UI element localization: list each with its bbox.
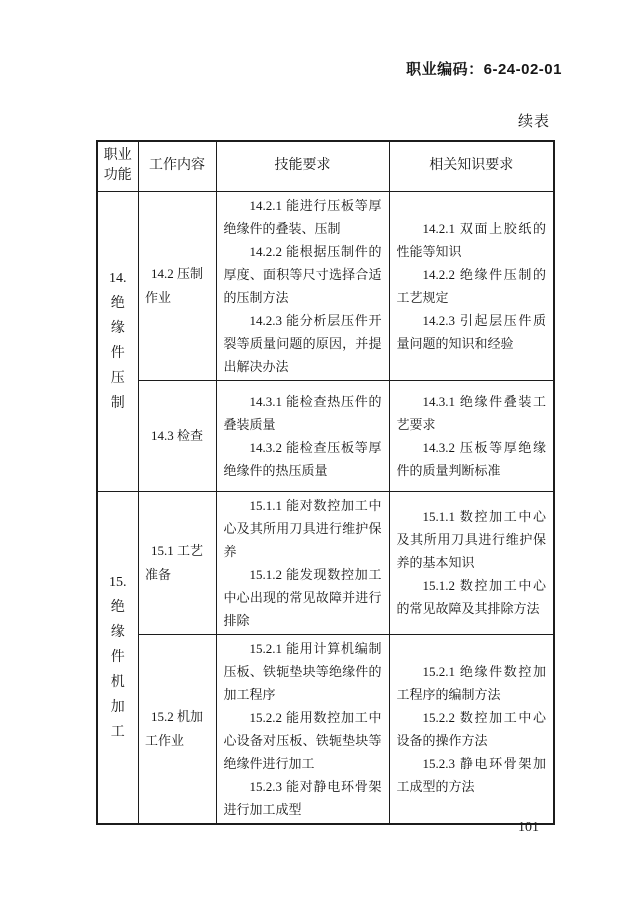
skills-cell-15-2 [216,634,389,824]
knowledge-item: 15.1.1 数控加工中心及其所用刀具进行维护保养的基本知识 [396,509,546,570]
table-row [97,634,554,824]
table-row [97,491,554,634]
skill-item: 14.2.3 能分析层压件开裂等质量问题的原因，并提出解决办法 [223,312,382,374]
knowledge-item: 14.2.1 双面上胶纸的性能等知识 [396,220,546,259]
occupation-code-label: 职业编码：6-24-02-01 [406,61,562,78]
skill-item: 15.1.2 能发现数控加工中心出现的常见故障并进行排除 [223,566,382,628]
work-label-14-2: 14.2 压制作业 [145,265,204,305]
knowledge-item: 14.3.1 绝缘件叠装工艺要求 [396,393,546,432]
skill-item: 15.2.3 能对静电环骨架进行加工成型 [223,778,382,817]
skills-cell-15-1 [216,491,389,634]
work-label-15-1: 15.1 工艺准备 [145,542,204,582]
skill-item: 14.2.1 能进行压板等厚绝缘件的叠装、压制 [223,197,382,236]
skill-item: 14.2.2 能根据压制件的厚度、面积等尺寸选择合适的压制方法 [223,243,382,305]
skill-item: 15.2.1 能用计算机编制压板、铁轭垫块等绝缘件的加工程序 [223,640,382,702]
col-header-function: 职业功能 [97,141,138,191]
knowledge-cell-15-1 [389,491,554,634]
col-header-skill-requirements: 技能要求 [216,141,389,191]
col-header-knowledge-requirements: 相关知识要求 [389,141,554,191]
work-cell-14-2 [138,191,216,380]
work-label-15-2: 15.2 机加工作业 [145,708,204,748]
skills-cell-14-3 [216,380,389,491]
skill-item: 14.3.2 能检查压板等厚绝缘件的热压质量 [223,439,382,478]
skill-item: 15.2.2 能用数控加工中心设备对压板、铁轭垫块等绝缘件进行加工 [223,709,382,771]
table-row [97,380,554,491]
knowledge-item: 15.2.1 绝缘件数控加工程序的编制方法 [396,663,546,702]
skill-item: 15.1.1 能对数控加工中心及其所用刀具进行维护保养 [223,497,382,559]
knowledge-item: 14.2.2 绝缘件压制的工艺规定 [396,266,546,305]
table-header-row [97,141,554,191]
table-row [97,191,554,380]
knowledge-item: 15.2.3 静电环骨架加工成型的方法 [396,755,546,794]
work-cell-15-2 [138,634,216,824]
continued-table-label: 续表 [517,114,550,130]
col-header-work-content: 工作内容 [138,141,216,191]
work-label-14-3: 14.3 检查 [151,427,204,443]
function-cell-15 [97,491,138,824]
function-cell-14 [97,191,138,491]
function-label-14: 14. 绝缘件压制 [109,271,127,411]
function-label-15: 15. 绝缘件机加工 [109,574,127,740]
knowledge-cell-14-2 [389,191,554,380]
knowledge-cell-14-3 [389,380,554,491]
skills-cell-14-2 [216,191,389,380]
knowledge-item: 15.2.2 数控加工中心设备的操作方法 [396,709,546,748]
skill-item: 14.3.1 能检查热压件的叠装质量 [223,393,382,432]
knowledge-item: 14.3.2 压板等厚绝缘件的质量判断标准 [396,439,546,478]
knowledge-item: 15.1.2 数控加工中心的常见故障及其排除方法 [396,578,546,616]
knowledge-cell-15-2 [389,634,554,824]
requirements-table [96,140,555,825]
work-cell-15-1 [138,491,216,634]
knowledge-item: 14.2.3 引起层压件质量问题的知识和经验 [396,312,546,351]
page-number: 101 [518,820,539,835]
work-cell-14-3 [138,380,216,491]
